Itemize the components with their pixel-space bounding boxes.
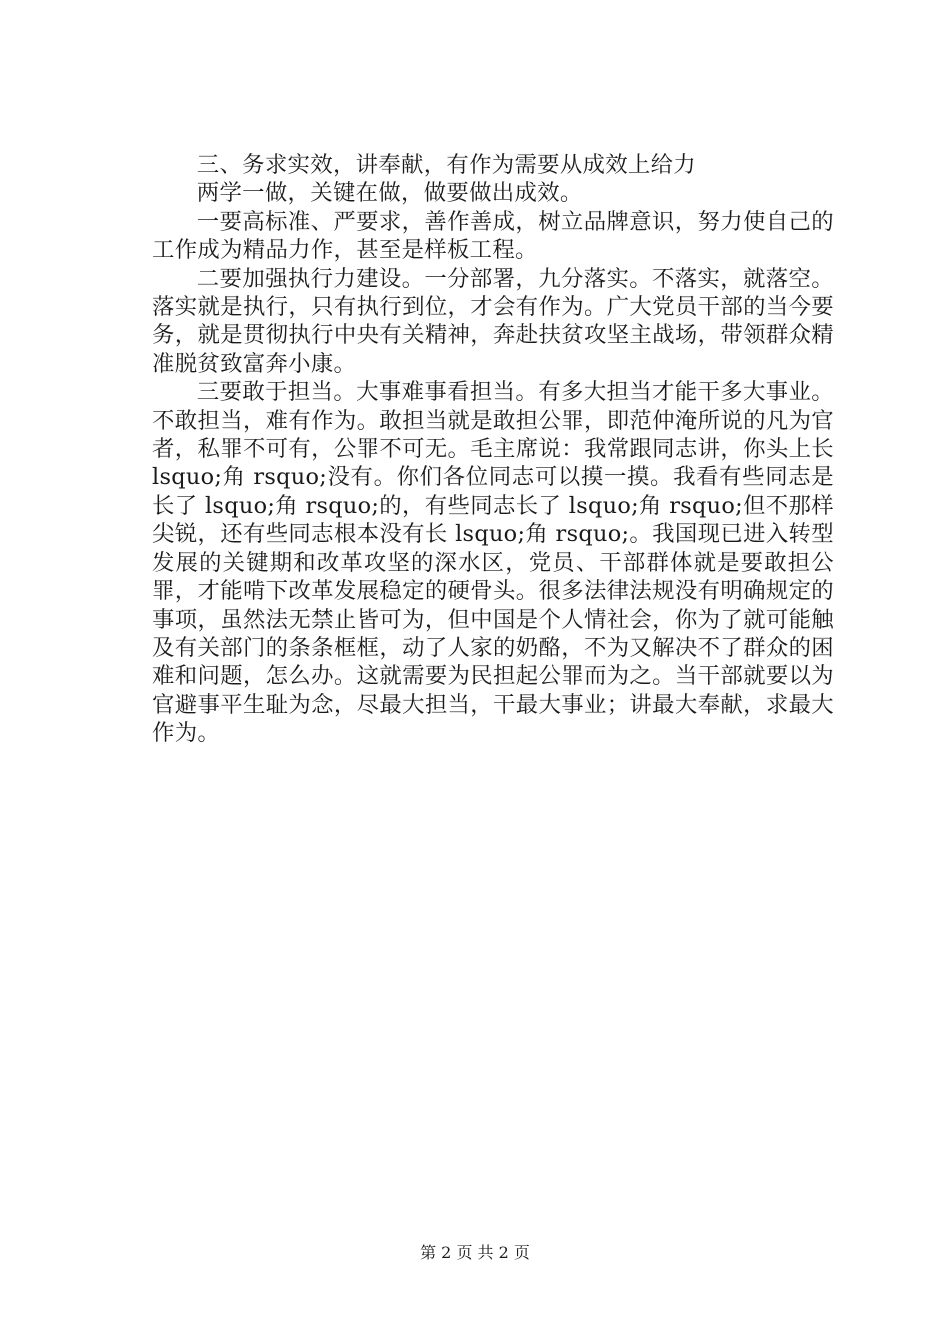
document-body bbox=[152, 151, 834, 748]
paragraph: 一要高标准、严要求，善作善成，树立品牌意识，努力使自己的工作成为精品力作，甚至是样板工程。 bbox=[152, 208, 834, 264]
section-heading: 三、务求实效，讲奉献，有作为需要从成效上给力 bbox=[196, 152, 696, 178]
page-footer: 第 2 页 共 2 页 bbox=[420, 1243, 530, 1262]
paragraph: 三要敢于担当。大事难事看担当。有多大担当才能干多大事业。不敢担当，难有作为。敢担当就是敢担公罪，即范仲淹所说的凡为官者，私罪不可有，公罪不可无。毛主席说：我常跟同志讲，你头上长 lsquo;角 rsquo;没有。你们各位同志可以摸一摸。我看有些同志是长了 lsquo;角 rsquo;的，有些同志长了 lsquo;角 rsquo;但不那样尖锐，还有些同志根本没有长 lsquo;角 rsquo;。我国现已进入转型发展的关键期和改革攻坚的深水区，党员、干部群体就是要敢担公罪，才能啃下改革发展稳定的硬骨头。很多法律法规没有明确规定的事项，虽然法无禁止皆可为，但中国是个人情社会，你为了就可能触及有关部门的条条框框，动了人家的奶酪，不为又解决不了群众的困难和问题，怎么办。这就需要为民担起公罪而为之。当干部就要以为官避事平生耻为念，尽最大担当，干最大事业；讲最大奉献，求最大作为。 bbox=[152, 379, 834, 747]
paragraph: 二要加强执行力建设。一分部署，九分落实。不落实，就落空。落实就是执行，只有执行到位，才会有作为。广大党员干部的当今要务，就是贯彻执行中央有关精神，奔赴扶贫攻坚主战场，带领群众精准脱贫致富奔小康。 bbox=[152, 265, 834, 377]
paragraph: 两学一做，关键在做，做要做出成效。 bbox=[196, 180, 583, 207]
